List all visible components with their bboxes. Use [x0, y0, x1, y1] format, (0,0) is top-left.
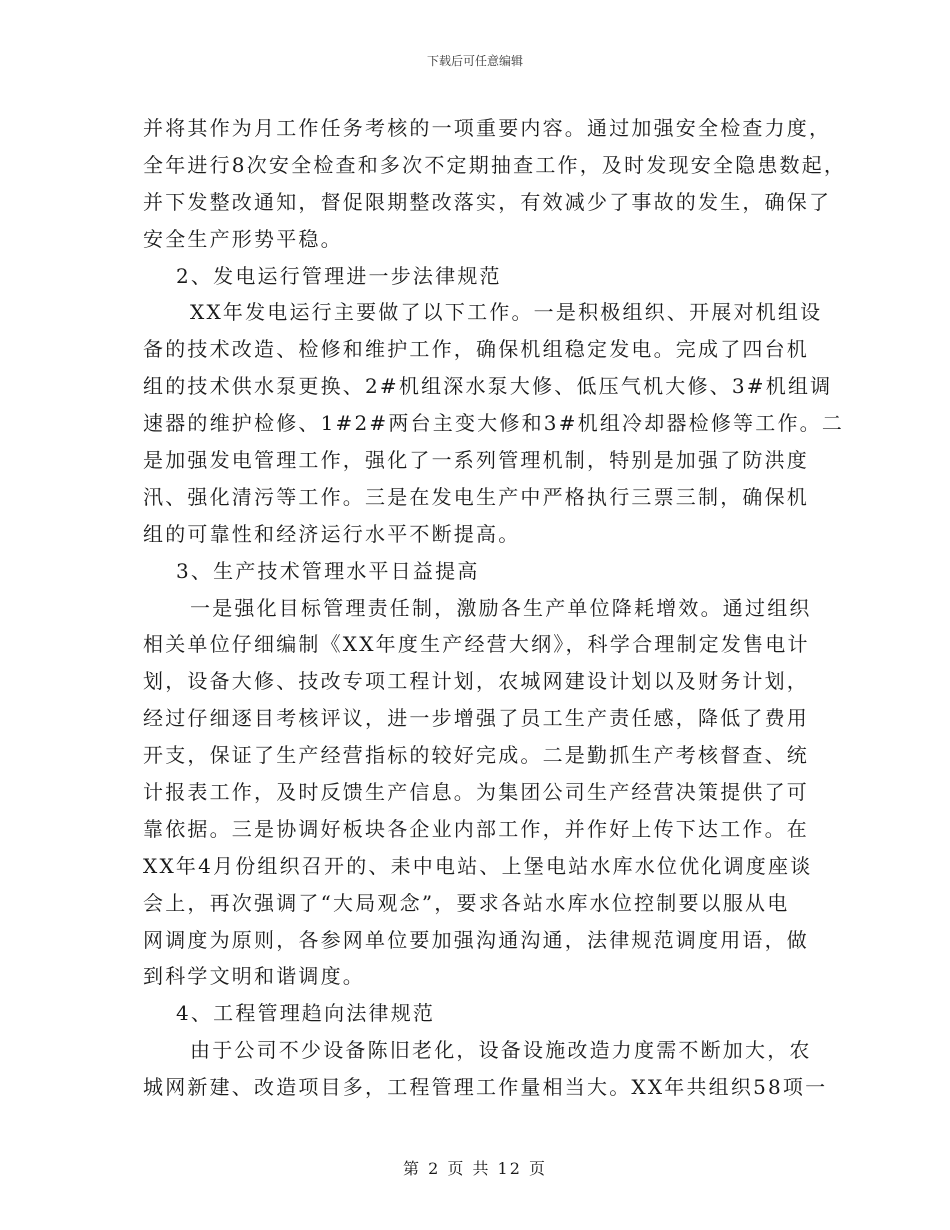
paragraph-line: 一是强化目标管理责任制，激励各生产单位降耗增效。通过组织: [190, 595, 812, 620]
document-body: [143, 110, 847, 1106]
paragraph-line: 城网新建、改造项目多，工程管理工作量相当大。XX年共组织58项一: [143, 1075, 828, 1100]
page-header: 下载后可任意编辑: [426, 54, 523, 68]
section-heading: 3、生产技术管理水平日益提高: [176, 558, 480, 583]
paragraph-line: XX年4月份组织召开的、耒中电站、上堡电站水库水位优化调度座谈: [143, 853, 813, 878]
paragraph-line: 靠依据。三是协调好板块各企业内部工作，并作好上传下达工作。在: [143, 816, 809, 841]
paragraph-line: 并下发整改通知，督促限期整改落实，有效减少了事故的发生，确保了: [143, 189, 832, 214]
section-heading: 4、工程管理趋向法律规范: [176, 1001, 436, 1026]
paragraph-line: 速器的维护检修、1#2#两台主变大修和3#机组冷却器检修等工作。二: [143, 411, 845, 436]
paragraph-line: 并将其作为月工作任务考核的一项重要内容。通过加强安全检查力度，: [143, 116, 832, 140]
section-heading: 2、发电运行管理进一步法律规范: [176, 263, 502, 288]
paragraph-line: 组的可靠性和经济运行水平不断提高。: [143, 521, 521, 546]
paragraph-line: 全年进行8次安全检查和多次不定期抽查工作，及时发现安全隐患数起，: [143, 152, 847, 177]
paragraph-line: 汛、强化清污等工作。三是在发电生产中严格执行三票三制，确保机: [143, 484, 809, 509]
paragraph-line: 计报表工作，及时反馈生产信息。为集团公司生产经营决策提供了可: [143, 780, 809, 805]
paragraph-line: 组的技术供水泵更换、2#机组深水泵大修、低压气机大修、3#机组调: [143, 374, 833, 399]
paragraph-line: 是加强发电管理工作，强化了一系列管理机制，特别是加强了防洪度: [143, 448, 809, 473]
paragraph-line: 会上，再次强调了“大局观念”，要求各站水库水位控制要以服从电: [143, 890, 790, 915]
paragraph-line: 开支，保证了生产经营指标的较好完成。二是勤抓生产考核督查、统: [143, 743, 809, 768]
paragraph-line: 由于公司不少设备陈旧老化，设备设施改造力度需不断加大，农: [190, 1038, 812, 1063]
paragraph-line: XX年发电运行主要做了以下工作。一是积极组织、开展对机组设: [190, 300, 823, 325]
paragraph-line: 网调度为原则，各参网单位要加强沟通沟通，法律规范调度用语，做: [143, 927, 809, 952]
page-number: 第 2 页 共 12 页: [403, 1159, 547, 1178]
paragraph-line: 划，设备大修、技改专项工程计划，农城网建设计划以及财务计划，: [143, 669, 809, 694]
paragraph-line: 相关单位仔细编制《XX年度生产经营大纲》，科学合理制定发售电计: [143, 632, 810, 657]
paragraph-line: 备的技术改造、检修和维护工作，确保机组稳定发电。完成了四台机: [143, 337, 809, 362]
paragraph-line: 经过仔细逐目考核评议，进一步增强了员工生产责任感，降低了费用: [143, 706, 809, 731]
paragraph-line: 安全生产形势平稳。: [143, 226, 343, 251]
paragraph-line: 到科学文明和谐调度。: [143, 964, 365, 989]
